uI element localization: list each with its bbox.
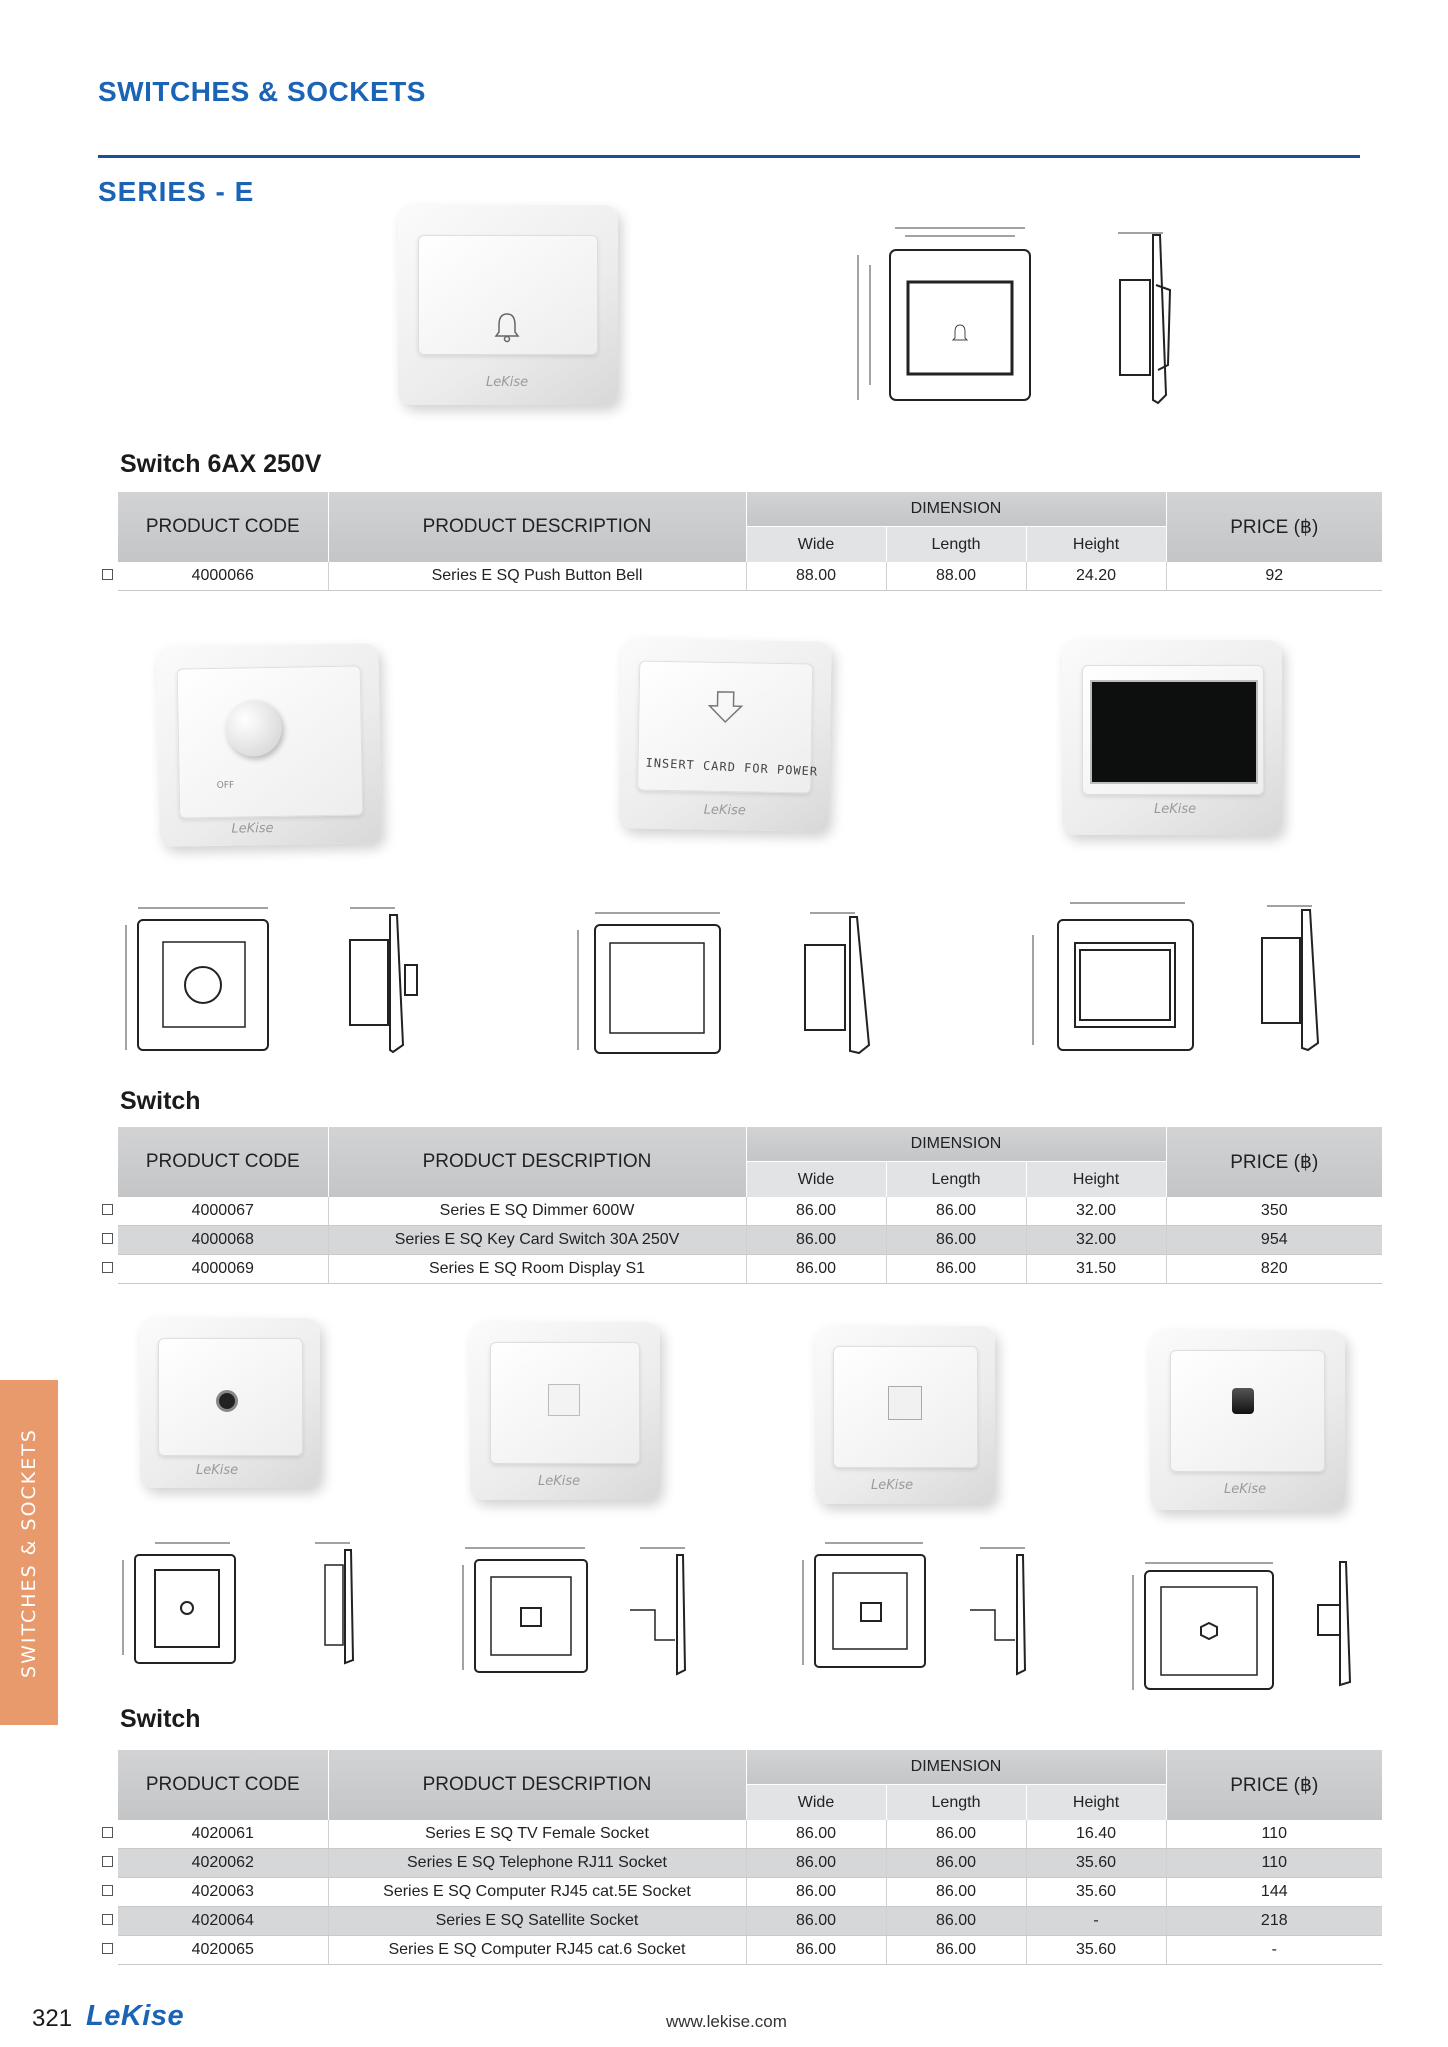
brand-mark: LeKise — [486, 375, 529, 390]
dimension-height: - — [1026, 1907, 1166, 1936]
dimension-length: 86.00 — [886, 1255, 1026, 1284]
dimension-height: 35.60 — [1026, 1936, 1166, 1965]
product-code: 4020064 — [118, 1907, 328, 1936]
header-product-description: PRODUCT DESCRIPTION — [328, 1750, 746, 1820]
product-description: Series E SQ Key Card Switch 30A 250V — [328, 1226, 746, 1255]
technical-drawing-dimmer-side — [335, 900, 425, 1060]
dimension-wide: 86.00 — [746, 1878, 886, 1907]
product-description: Series E SQ Push Button Bell — [328, 562, 746, 591]
technical-drawing-telephone-side — [625, 1540, 700, 1680]
dimension-height: 24.20 — [1026, 562, 1166, 591]
header-dimension: DIMENSION — [746, 1750, 1166, 1785]
product-image-room-display — [1062, 640, 1282, 835]
side-tab — [0, 1380, 58, 1725]
dimension-length: 86.00 — [886, 1936, 1026, 1965]
dimension-wide: 86.00 — [746, 1907, 886, 1936]
section-title-switch-6ax: Switch 6AX 250V — [120, 450, 322, 478]
product-image-key-card-switch — [618, 638, 831, 832]
price-table-sockets — [96, 1750, 1382, 1965]
technical-drawing-tv-front — [115, 1535, 245, 1670]
product-code: 4000067 — [118, 1197, 328, 1226]
select-checkbox[interactable] — [102, 1233, 113, 1244]
footer-brand-logo: LeKise — [86, 2000, 185, 2032]
technical-drawing-bell-front — [850, 220, 1050, 410]
header-length: Length — [886, 527, 1026, 563]
table-row — [96, 1936, 1382, 1965]
dimension-height: 35.60 — [1026, 1849, 1166, 1878]
catalog-title: SWITCHES & SOCKETS — [98, 76, 426, 107]
header-divider — [98, 155, 1360, 158]
product-image-push-button-bell — [398, 205, 618, 405]
product-price: 110 — [1166, 1820, 1382, 1849]
series-title: SERIES - E — [98, 176, 255, 207]
bell-icon — [490, 310, 524, 344]
technical-drawing-keycard-side — [795, 905, 885, 1060]
product-image-tv-socket — [140, 1318, 320, 1488]
select-checkbox[interactable] — [102, 1262, 113, 1273]
product-price: 110 — [1166, 1849, 1382, 1878]
dimension-height: 35.60 — [1026, 1878, 1166, 1907]
dimension-wide: 86.00 — [746, 1226, 886, 1255]
dimension-wide: 88.00 — [746, 562, 886, 591]
table-row — [96, 1907, 1382, 1936]
product-code: 4020062 — [118, 1849, 328, 1878]
product-description: Series E SQ Telephone RJ11 Socket — [328, 1849, 746, 1878]
technical-drawing-computer-front — [795, 1535, 935, 1675]
f-connector-icon — [1232, 1388, 1254, 1414]
footer-url: www.lekise.com — [666, 2012, 787, 2031]
product-price: 820 — [1166, 1255, 1382, 1284]
product-code: 4000069 — [118, 1255, 328, 1284]
product-price: 350 — [1166, 1197, 1382, 1226]
product-image-telephone-socket — [470, 1322, 660, 1500]
header-height: Height — [1026, 1162, 1166, 1198]
product-description: Series E SQ Room Display S1 — [328, 1255, 746, 1284]
select-checkbox[interactable] — [102, 1204, 113, 1215]
table-row — [96, 1849, 1382, 1878]
technical-drawing-display-side — [1252, 898, 1332, 1056]
select-checkbox[interactable] — [102, 569, 113, 580]
brand-mark: LeKise — [231, 820, 274, 837]
technical-drawing-bell-side — [1098, 225, 1178, 410]
dimension-length: 86.00 — [886, 1878, 1026, 1907]
product-code: 4020065 — [118, 1936, 328, 1965]
product-description: Series E SQ Computer RJ45 cat.5E Socket — [328, 1878, 746, 1907]
technical-drawing-computer-side — [965, 1540, 1040, 1680]
header-wide: Wide — [746, 1785, 886, 1821]
technical-drawing-display-front — [1025, 895, 1200, 1055]
product-description: Series E SQ TV Female Socket — [328, 1820, 746, 1849]
header-product-description: PRODUCT DESCRIPTION — [328, 492, 746, 562]
header-length: Length — [886, 1785, 1026, 1821]
header-dimension: DIMENSION — [746, 492, 1166, 527]
header-height: Height — [1026, 527, 1166, 563]
brand-mark: LeKise — [196, 1463, 239, 1478]
dimension-wide: 86.00 — [746, 1820, 886, 1849]
section-title-socket: Switch — [120, 1705, 201, 1733]
product-description: Series E SQ Computer RJ45 cat.6 Socket — [328, 1936, 746, 1965]
product-image-satellite-socket — [1150, 1330, 1345, 1510]
table-row — [96, 1255, 1382, 1284]
brand-mark: LeKise — [1224, 1482, 1267, 1497]
header-product-code: PRODUCT CODE — [118, 492, 328, 562]
dimension-length: 86.00 — [886, 1849, 1026, 1878]
technical-drawing-telephone-front — [455, 1540, 595, 1680]
product-price: 92 — [1166, 562, 1382, 591]
technical-drawing-tv-side — [305, 1535, 365, 1670]
select-checkbox[interactable] — [102, 1856, 113, 1867]
select-checkbox[interactable] — [102, 1827, 113, 1838]
product-description: Series E SQ Dimmer 600W — [328, 1197, 746, 1226]
page-number: 321 — [32, 2005, 73, 2032]
table-row — [96, 562, 1382, 591]
product-code: 4020061 — [118, 1820, 328, 1849]
dimension-height: 16.40 — [1026, 1820, 1166, 1849]
table-row — [96, 1197, 1382, 1226]
price-table-switch — [96, 1127, 1382, 1284]
dimension-height: 32.00 — [1026, 1197, 1166, 1226]
dimmer-off-label: OFF — [216, 780, 235, 791]
product-price: 954 — [1166, 1226, 1382, 1255]
table-row — [96, 1820, 1382, 1849]
dimension-height: 31.50 — [1026, 1255, 1166, 1284]
side-tab-label: SWITCHES & SOCKETS — [18, 1427, 40, 1678]
technical-drawing-satellite-front — [1125, 1555, 1285, 1695]
header-price: PRICE (฿) — [1166, 492, 1382, 562]
technical-drawing-keycard-front — [570, 905, 730, 1060]
rj11-port-icon — [548, 1384, 580, 1416]
select-checkbox[interactable] — [102, 1943, 113, 1954]
header-length: Length — [886, 1162, 1026, 1198]
product-price: - — [1166, 1936, 1382, 1965]
table-row — [96, 1878, 1382, 1907]
header-dimension: DIMENSION — [746, 1127, 1166, 1162]
select-checkbox[interactable] — [102, 1885, 113, 1896]
dimension-wide: 86.00 — [746, 1849, 886, 1878]
brand-mark: LeKise — [1154, 802, 1197, 817]
product-description: Series E SQ Satellite Socket — [328, 1907, 746, 1936]
dimension-length: 86.00 — [886, 1226, 1026, 1255]
coax-port-icon — [216, 1390, 238, 1412]
header-wide: Wide — [746, 527, 886, 563]
brand-mark: LeKise — [871, 1478, 914, 1493]
product-image-computer-socket — [815, 1326, 995, 1504]
header-price: PRICE (฿) — [1166, 1127, 1382, 1197]
dimension-wide: 86.00 — [746, 1197, 886, 1226]
product-code: 4000066 — [118, 562, 328, 591]
arrow-down-icon — [705, 690, 746, 725]
dimension-length: 86.00 — [886, 1197, 1026, 1226]
product-code: 4000068 — [118, 1226, 328, 1255]
brand-mark: LeKise — [703, 802, 746, 819]
technical-drawing-dimmer-front — [118, 900, 278, 1060]
header-product-code: PRODUCT CODE — [118, 1127, 328, 1197]
dimension-length: 88.00 — [886, 562, 1026, 591]
dimension-wide: 86.00 — [746, 1255, 886, 1284]
display-screen — [1090, 680, 1258, 784]
select-checkbox[interactable] — [102, 1914, 113, 1925]
brand-mark: LeKise — [538, 1474, 581, 1489]
header-product-description: PRODUCT DESCRIPTION — [328, 1127, 746, 1197]
rj45-port-icon — [888, 1386, 922, 1420]
header-wide: Wide — [746, 1162, 886, 1198]
table-row — [96, 1226, 1382, 1255]
header-price: PRICE (฿) — [1166, 1750, 1382, 1820]
dimension-length: 86.00 — [886, 1820, 1026, 1849]
dimension-length: 86.00 — [886, 1907, 1026, 1936]
dimension-height: 32.00 — [1026, 1226, 1166, 1255]
product-price: 144 — [1166, 1878, 1382, 1907]
product-price: 218 — [1166, 1907, 1382, 1936]
dimension-wide: 86.00 — [746, 1936, 886, 1965]
header-product-code: PRODUCT CODE — [118, 1750, 328, 1820]
section-title-switch: Switch — [120, 1087, 201, 1115]
insert-card-label: INSERT CARD FOR POWER — [645, 755, 819, 779]
header-height: Height — [1026, 1785, 1166, 1821]
price-table-switch-6ax — [96, 492, 1382, 591]
product-image-dimmer — [156, 643, 381, 847]
technical-drawing-satellite-side — [1310, 1550, 1360, 1690]
product-code: 4020063 — [118, 1878, 328, 1907]
